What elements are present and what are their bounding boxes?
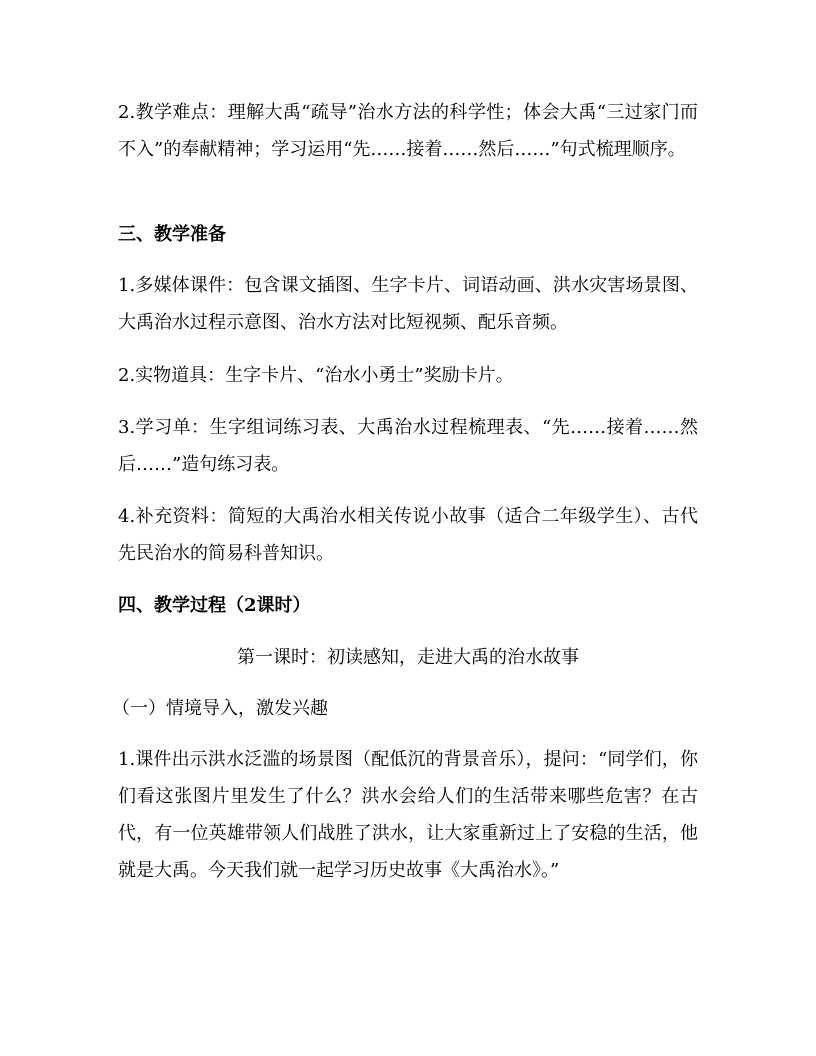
preparation-item-materials: 4.补充资料：简短的大禹治水相关传说小故事（适合二年级学生）、古代先民治水的简易科普知识。 (118, 506, 698, 564)
intro-step-paragraph: 1.课件出示洪水泛滥的场景图（配低沉的背景音乐），提问：“同学们，你们看这张图片里发生了什么？洪水会给人们的生活带来哪些危害？在古代，有一位英雄带领人们战胜了洪水，让大家重新过上了安稳的生活，他就是大禹。今天我们就一起学习历史故事《大禹治水》。” (118, 749, 698, 881)
lesson-title: 第一课时：初读感知，走进大禹的治水故事 (237, 647, 579, 668)
preparation-item-multimedia: 1.多媒体课件：包含课文插图、生字卡片、词语动画、洪水灾害场景图、大禹治水过程示意图、治水方法对比短视频、配乐音频。 (118, 275, 698, 333)
subsection-heading-intro: （一）情境导入，激发兴趣 (112, 698, 328, 719)
preparation-item-worksheet: 3.学习单：生字组词练习表、大禹治水过程梳理表、“先……接着……然后……”造句练习表。 (118, 417, 698, 475)
teaching-difficulty-paragraph: 2.教学难点：理解大禹“疏导”治水方法的科学性；体会大禹“三过家门而不入”的奉献精神；学习运用“先……接着……然后……”句式梳理顺序。 (118, 102, 698, 160)
section-heading-process: 四、教学过程（2课时） (118, 595, 311, 616)
section-heading-preparation: 三、教学准备 (118, 224, 226, 245)
preparation-item-props: 2.实物道具：生字卡片、“治水小勇士”奖励卡片。 (118, 365, 514, 386)
